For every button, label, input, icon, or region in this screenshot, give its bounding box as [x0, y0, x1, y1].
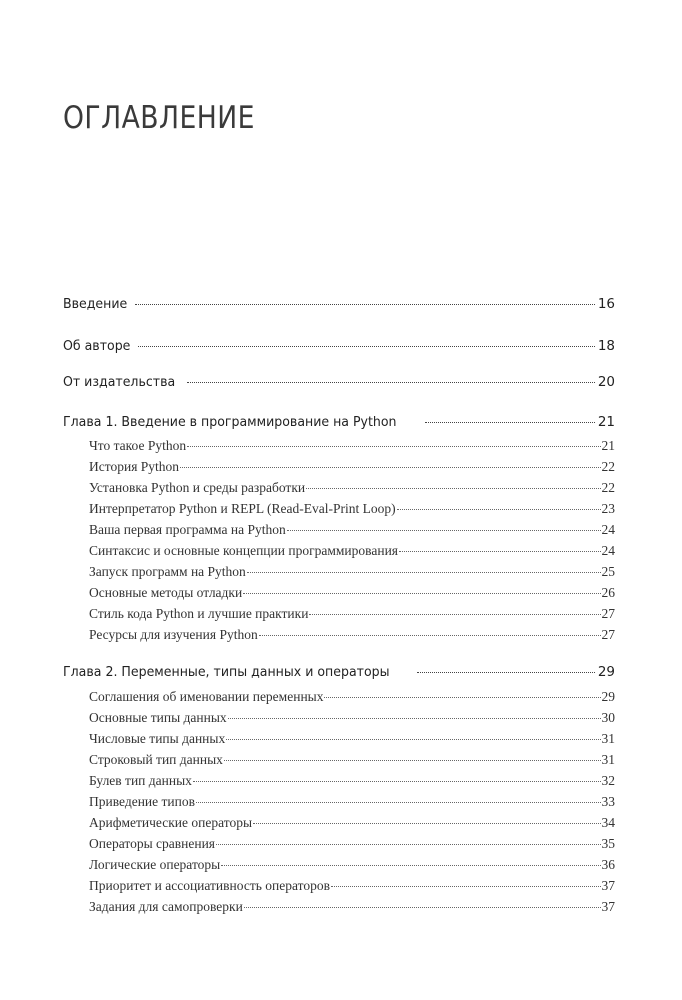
toc-section[interactable]	[89, 585, 615, 601]
dot-leader	[331, 886, 601, 887]
toc-page-number: 21	[597, 414, 615, 430]
toc-section-label: Приведение типов	[89, 794, 195, 809]
toc-chapter-2[interactable]	[63, 664, 615, 680]
dot-leader	[221, 865, 600, 866]
toc-section-label: Приоритет и ассоциативность операторов	[89, 878, 330, 893]
dot-leader	[287, 530, 601, 531]
toc-section-label: Числовые типы данных	[89, 731, 226, 746]
toc-section[interactable]	[89, 543, 615, 559]
toc-page-number: 26	[601, 585, 615, 600]
toc-entry-label: Об авторе	[63, 338, 131, 354]
toc-section-label: Основные методы отладки	[89, 585, 243, 600]
toc-entry-label: От издательства	[63, 374, 176, 390]
toc-page-number: 18	[597, 338, 615, 354]
toc-section-label: Арифметические операторы	[89, 815, 253, 830]
page-title: ОГЛАВЛЕНИЕ	[63, 100, 255, 136]
toc-page-number: 29	[597, 664, 615, 680]
dot-leader	[196, 802, 601, 803]
toc-page-number: 27	[601, 606, 615, 621]
toc-section-label: Соглашения об именовании переменных	[89, 689, 324, 704]
toc-section[interactable]	[89, 522, 615, 538]
toc-section[interactable]	[89, 899, 615, 915]
dot-leader	[397, 509, 601, 510]
toc-section-label: Запуск программ на Python	[89, 564, 246, 579]
toc-page-number: 16	[597, 296, 615, 312]
toc-page-number: 30	[601, 710, 615, 725]
toc-section[interactable]	[89, 815, 615, 831]
toc-page-number: 27	[601, 627, 615, 642]
dot-leader	[243, 593, 600, 594]
toc-section-label: Основные типы данных	[89, 710, 227, 725]
toc-page-number: 35	[601, 836, 615, 851]
toc-section-label: Интерпретатор Python и REPL (Read-Eval-Print Loop)	[89, 501, 396, 516]
toc-entry-about-author[interactable]	[63, 338, 615, 354]
toc-section[interactable]	[89, 564, 615, 580]
toc-page-number: 21	[601, 438, 615, 453]
dot-leader	[187, 446, 600, 447]
toc-section[interactable]	[89, 459, 615, 475]
dot-leader	[138, 346, 594, 347]
dot-leader	[244, 907, 601, 908]
dot-leader	[228, 718, 601, 719]
toc-entry-label: Введение	[63, 296, 128, 312]
toc-section-label: Операторы сравнения	[89, 836, 216, 851]
toc-section[interactable]	[89, 438, 615, 454]
dot-leader	[216, 844, 600, 845]
toc-section[interactable]	[89, 857, 615, 873]
toc-entry-publisher[interactable]	[63, 374, 615, 390]
dot-leader	[259, 635, 601, 636]
toc-page-number: 25	[601, 564, 615, 579]
toc-chapter-1[interactable]	[63, 414, 615, 430]
toc-page-number: 20	[597, 374, 615, 390]
dot-leader	[193, 781, 601, 782]
toc-section[interactable]	[89, 480, 615, 496]
toc-section-label: Установка Python и среды разработки	[89, 480, 306, 495]
dot-leader	[399, 551, 600, 552]
dot-leader	[187, 382, 595, 383]
toc-section-label: Синтаксис и основные концепции программирования	[89, 543, 399, 558]
toc-page-number: 22	[601, 459, 615, 474]
toc-page-number: 24	[601, 522, 615, 537]
toc-section[interactable]	[89, 710, 615, 726]
toc-section[interactable]	[89, 627, 615, 643]
toc-entry-intro[interactable]	[63, 296, 615, 312]
dot-leader	[224, 760, 601, 761]
toc-chapter-label: Глава 1. Введение в программирование на Python	[63, 414, 397, 430]
dot-leader	[253, 823, 600, 824]
toc-page-number: 37	[601, 878, 615, 893]
toc-page-number: 34	[601, 815, 615, 830]
dot-leader	[135, 304, 595, 305]
toc-section-label: Логические операторы	[89, 857, 221, 872]
dot-leader	[180, 467, 600, 468]
dot-leader	[425, 422, 595, 423]
toc-page-number: 32	[601, 773, 615, 788]
toc-page-number: 22	[601, 480, 615, 495]
toc-page-number: 23	[601, 501, 615, 516]
toc-section[interactable]	[89, 836, 615, 852]
toc-section-label: Булев тип данных	[89, 773, 192, 788]
toc-section-label: Ваша первая программа на Python	[89, 522, 286, 537]
toc-page-number: 24	[601, 543, 615, 558]
toc-section-label: Ресурсы для изучения Python	[89, 627, 258, 642]
dot-leader	[309, 614, 600, 615]
dot-leader	[324, 697, 600, 698]
toc-section[interactable]	[89, 794, 615, 810]
toc-section-label: Задания для самопроверки	[89, 899, 243, 914]
dot-leader	[226, 739, 600, 740]
toc-section[interactable]	[89, 731, 615, 747]
dot-leader	[417, 672, 595, 673]
toc-section-label: Строковый тип данных	[89, 752, 223, 767]
toc-section[interactable]	[89, 501, 615, 517]
dot-leader	[306, 488, 600, 489]
toc-section[interactable]	[89, 773, 615, 789]
toc-page-number: 31	[601, 731, 615, 746]
toc-page-number: 31	[601, 752, 615, 767]
toc-section-label: Стиль кода Python и лучшие практики	[89, 606, 309, 621]
toc-section[interactable]	[89, 878, 615, 894]
toc-section[interactable]	[89, 606, 615, 622]
toc-page-number: 36	[601, 857, 615, 872]
toc-page-number: 33	[601, 794, 615, 809]
toc-page-number: 29	[601, 689, 615, 704]
toc-section-label: История Python	[89, 459, 180, 474]
dot-leader	[247, 572, 601, 573]
toc-chapter-label: Глава 2. Переменные, типы данных и операторы	[63, 664, 390, 680]
toc-section[interactable]	[89, 752, 615, 768]
toc-section-label: Что такое Python	[89, 438, 187, 453]
toc-section[interactable]	[89, 689, 615, 705]
toc-page-number: 37	[601, 899, 615, 914]
